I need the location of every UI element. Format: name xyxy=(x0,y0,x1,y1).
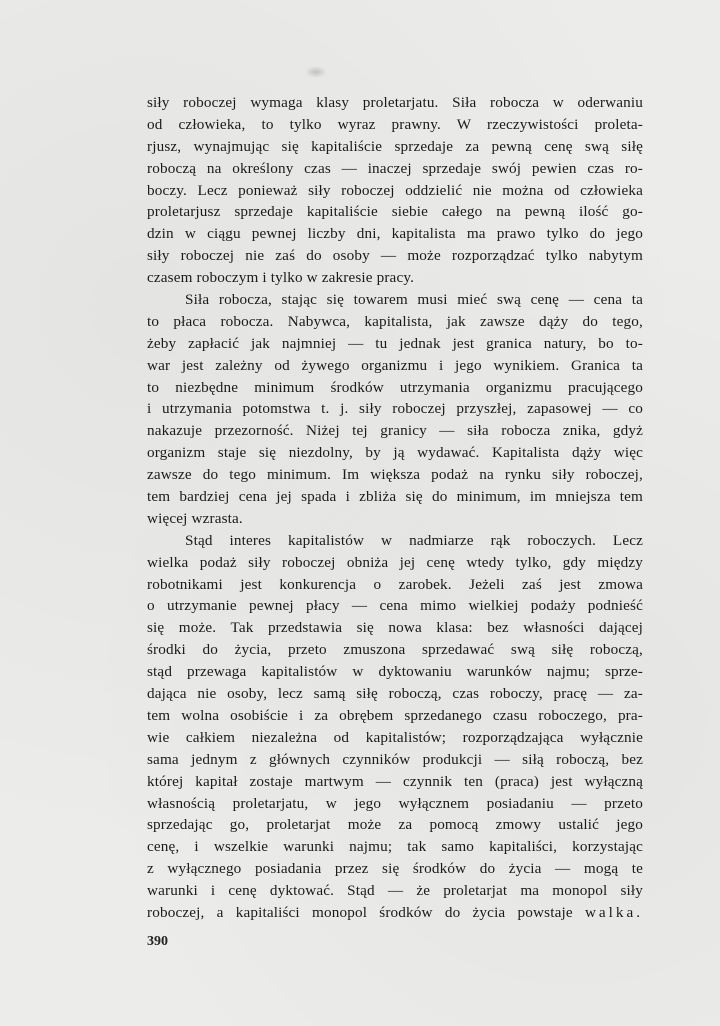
paragraph-1 xyxy=(147,92,643,289)
page-number: 390 xyxy=(147,934,168,949)
emphasized-word: walka. xyxy=(584,903,643,921)
text-line: organizm staje się niezdolny, by ją wydawać. Kapitalista dąży więc xyxy=(147,444,643,462)
text-line: to płaca robocza. Nabywca, kapitalista, jak zawsze dąży do tego, xyxy=(147,312,643,330)
text-line: proletarjusz sprzedaje kapitaliście siebie całego na pewną ilość go- xyxy=(147,203,643,221)
text-line: rjusz, wynajmując się kapitaliście sprzedaje za pewną cenę swą siłę xyxy=(147,137,643,155)
text-line: od człowieka, to tylko wyraz prawny. W rzeczywistości proleta- xyxy=(147,115,643,133)
text-line: robotnikami jest konkurencja o zarobek. Jeżeli zaś jest zmowa xyxy=(147,575,643,593)
text-line: nakazuje przezorność. Niżej tej granicy — siła robocza znika, gdyż xyxy=(147,422,643,440)
text-line: własnością proletarjatu, w jego wyłącznem posiadaniu — przeto xyxy=(147,794,643,812)
text-line: dająca nie osoby, lecz samą siłę roboczą, czas roboczy, pracę — za- xyxy=(147,685,643,703)
text-line: wielka podaż siły roboczej obniża jej cenę wtedy tylko, gdy między xyxy=(147,553,643,571)
text-line: stąd przewaga kapitalistów w dyktowaniu warunków najmu; sprze- xyxy=(147,663,643,681)
text-line: Siła robocza, stając się towarem musi mieć swą cenę — cena ta xyxy=(185,291,643,309)
paragraph-2 xyxy=(147,289,643,530)
body-text xyxy=(147,92,643,924)
text-line: żeby zapłacić jak najmniej — tu jednak jest granica natury, bo to- xyxy=(147,334,643,352)
text-line: się może. Tak przedstawia się nowa klasa: bez własności dającej xyxy=(147,619,643,637)
text-line: więcej wzrasta. xyxy=(147,509,243,527)
text-line: warunki i cenę dyktować. Stąd — że proletarjat ma monopol siły xyxy=(147,882,643,900)
text-line: dzin w ciągu pewnej liczby dni, kapitalista ma prawo tylko do jego xyxy=(147,225,643,243)
text-line: środki do życia, przeto zmuszona sprzedawać swą siłę roboczą, xyxy=(147,641,643,659)
paragraph-3 xyxy=(147,530,643,924)
text-line-final xyxy=(147,902,643,924)
text-line: to niezbędne minimum środków utrzymania organizmu pracującego xyxy=(147,378,643,396)
text-line: siły roboczej nie zaś do osoby — może rozporządzać tylko nabytym xyxy=(147,247,643,265)
text-line: siły roboczej wymaga klasy proletarjatu. Siła robocza w oderwaniu xyxy=(147,94,643,111)
text-line: o utrzymanie pewnej płacy — cena mimo wielkiej podaży podnieść xyxy=(147,597,643,615)
ink-smudge xyxy=(305,66,327,78)
text-line: tem wolna osobiście i za obrębem sprzedanego czasu roboczego, pra- xyxy=(147,706,643,724)
text-line: sama jednym z głównych czynników produkcji — siłą roboczą, bez xyxy=(147,750,643,768)
text-line: sprzedając go, proletarjat może za pomocą zmowy ustalić jego xyxy=(147,816,643,834)
text-line: zawsze do tego minimum. Im większa podaż na rynku siły roboczej, xyxy=(147,466,643,484)
text-line: z wyłącznego posiadania przez się środków do życia — mogą te xyxy=(147,860,643,878)
text-line: tem bardziej cena jej spada i zbliża się do minimum, im mniejsza tem xyxy=(147,488,643,506)
text-line: roboczą na określony czas — inaczej sprzedaje swój pewien czas ro- xyxy=(147,159,643,177)
text-line: i utrzymania potomstwa t. j. siły roboczej przyszłej, zapasowej — co xyxy=(147,400,643,418)
final-line-text: roboczej, a kapitaliści monopol środków do życia powstaje xyxy=(147,903,573,921)
text-line: której kapitał zostaje martwym — czynnik ten (praca) jest wyłączną xyxy=(147,772,643,790)
text-line: czasem roboczym i tylko w zakresie pracy. xyxy=(147,269,415,287)
text-line: wie całkiem niezależna od kapitalistów; rozporządzająca wyłącznie xyxy=(147,728,643,746)
text-line: cenę, i wszelkie warunki najmu; tak samo kapitaliści, korzystając xyxy=(147,838,643,856)
text-line: war jest zależny od żywego organizmu i jego wynikiem. Granica ta xyxy=(147,356,643,374)
text-line: boczy. Lecz ponieważ siły roboczej oddzielić nie można od człowieka xyxy=(147,181,643,199)
text-line: Stąd interes kapitalistów w nadmiarze rąk roboczych. Lecz xyxy=(185,531,643,549)
